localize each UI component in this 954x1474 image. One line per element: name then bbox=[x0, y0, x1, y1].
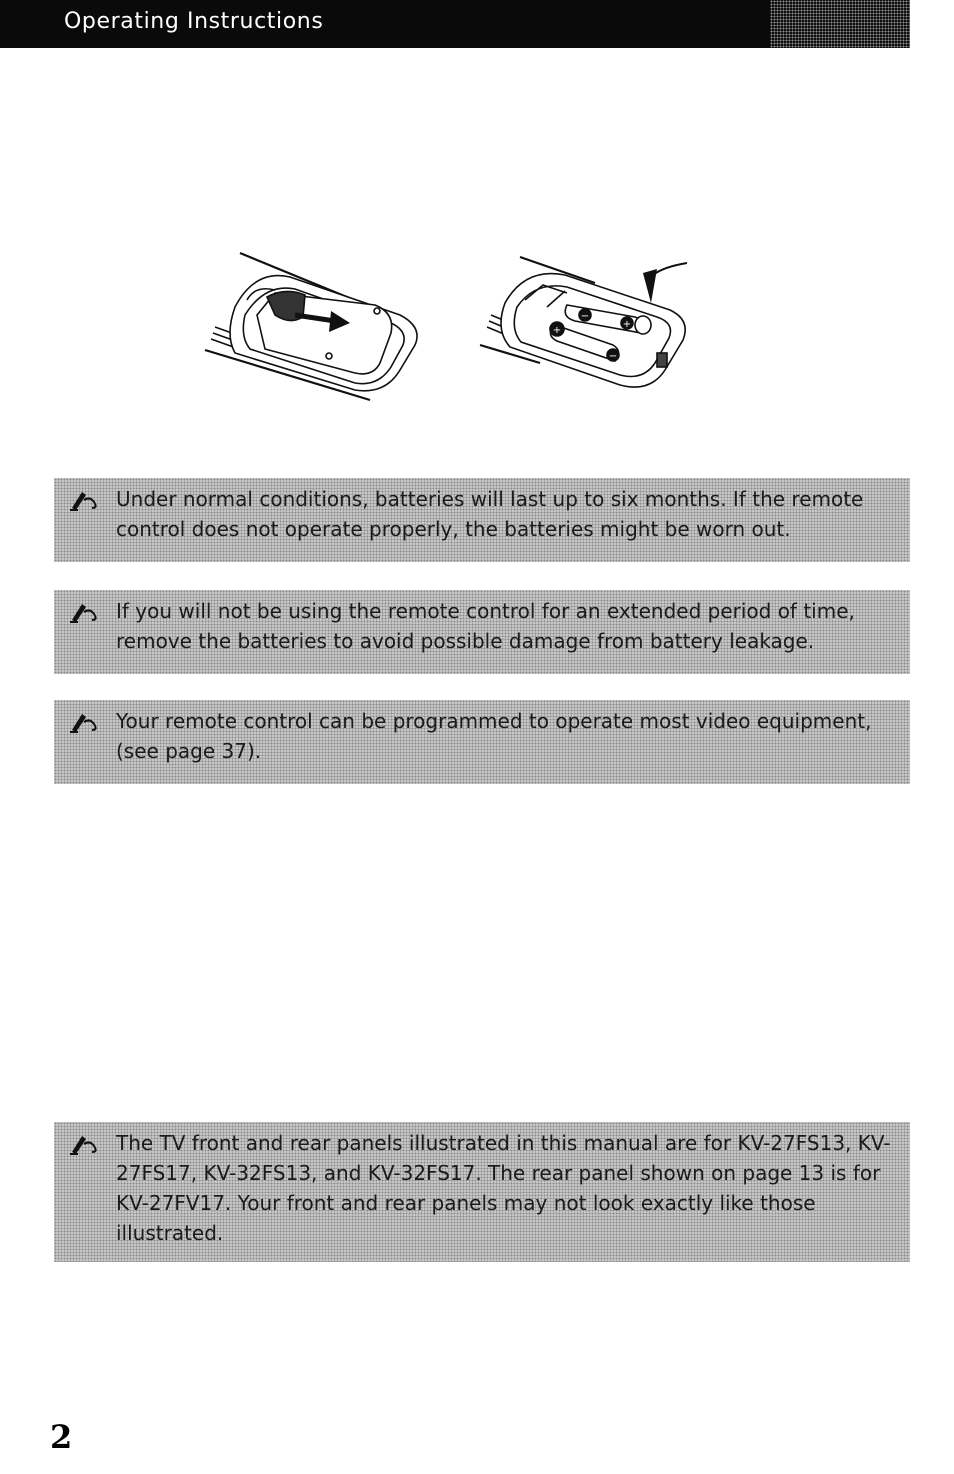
note-programming bbox=[54, 700, 910, 784]
note-text: Under normal conditions, batteries will last up to six months. If the remote control does not operate properly, the batteries might be worn out. bbox=[116, 487, 864, 541]
page-number: 2 bbox=[50, 1418, 73, 1456]
battery-plus-symbol: + bbox=[622, 319, 632, 330]
battery-minus-symbol: − bbox=[580, 311, 590, 322]
note-pencil-icon bbox=[68, 486, 102, 512]
header-halftone bbox=[770, 0, 910, 48]
note-pencil-icon bbox=[68, 708, 102, 734]
note-text: Your remote control can be programmed to operate most video equipment, (see page 37). bbox=[116, 709, 872, 763]
remote-battery-insertion-illustration bbox=[480, 257, 687, 387]
note-text: The TV front and rear panels illustrated in this manual are for KV-27FS13, KV-27FS17, KV-32FS13, and KV-32FS17. The rear panel shown on page 13 is for KV-27FV17. Your front and rear panels may not look exactly like those illustrated. bbox=[116, 1131, 891, 1245]
note-extended-period bbox=[54, 590, 910, 674]
header-bar bbox=[0, 0, 910, 48]
remote-cover-removal-illustration bbox=[205, 253, 417, 400]
note-pencil-icon bbox=[68, 598, 102, 624]
page-header-title: Operating Instructions bbox=[64, 9, 324, 34]
battery-insertion-illustration bbox=[195, 245, 695, 415]
note-text: If you will not be using the remote control for an extended period of time, remove the batteries to avoid possible damage from battery leakage. bbox=[116, 599, 855, 653]
note-battery-life bbox=[54, 478, 910, 562]
note-panels bbox=[54, 1122, 910, 1262]
battery-plus-symbol-2: + bbox=[552, 325, 562, 336]
battery-minus-symbol-2: − bbox=[608, 351, 618, 362]
note-pencil-icon bbox=[68, 1130, 102, 1156]
